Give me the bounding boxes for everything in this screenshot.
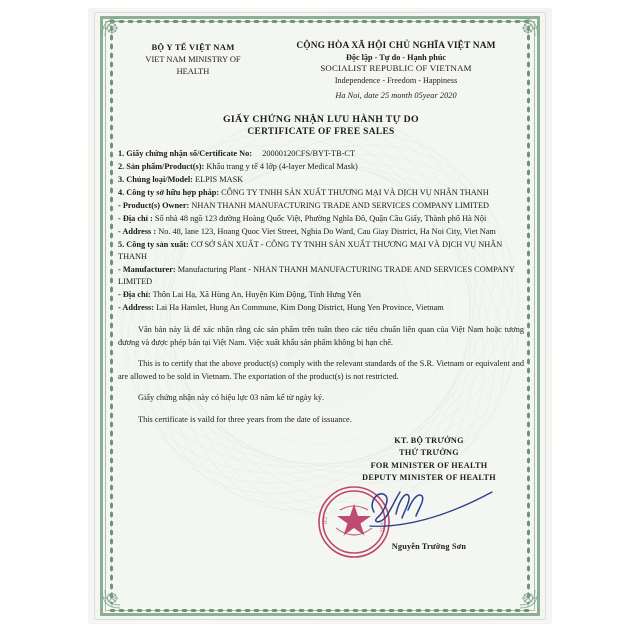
signature-line-4: DEPUTY MINISTER OF HEALTH [362, 472, 496, 482]
field-value: CƠ SỞ SẢN XUẤT - CÔNG TY TNHH SẢN XUẤT THƯƠNG MẠI VÀ DỊCH VỤ NHÂN THANH [118, 240, 503, 262]
paragraph-list [118, 324, 524, 426]
svg-text:BỘ: BỘ [324, 517, 329, 525]
certificate-paragraph: This is to certify that the above product(s) comply with the relevant standards of the S.R. Vietnam or equivalent and are allowed to be sold in Vietnam. The exportation of the product(s) is not restricted. [118, 359, 524, 381]
field-value: Lai Ha Hamlet, Hung An Commune, Kim Dong District, Hung Yen Province, Vietnam [154, 303, 444, 313]
ministry-name-vn: BỘ Y TẾ VIỆT NAM [151, 42, 235, 52]
border-dots-top [108, 19, 532, 24]
signature-area [324, 484, 524, 542]
ministry-name-en-line1: VIET NAM MINISTRY OF [145, 54, 241, 64]
field-list [118, 148, 524, 314]
country-name-en: SOCIALIST REPUBLIC OF VIETNAM [320, 63, 472, 74]
certificate-title-vn: GIẤY CHỨNG NHẬN LƯU HÀNH TỰ DO [222, 114, 420, 126]
field-value: Số nhà 48 ngõ 123 đường Hoàng Quốc Việt, Phường Nghĩa Đô, Quận Cầu Giấy, Thành phố Hà Nội [152, 214, 487, 224]
certificate-field [118, 213, 524, 225]
certificate-field [118, 289, 524, 301]
certificate-field [118, 161, 524, 173]
field-label: 2. Sản phẩm/Product(s): [118, 162, 205, 172]
ministry-name-en-line2: HEALTH [176, 66, 210, 76]
field-label: - Product(s) Owner: [118, 201, 190, 211]
national-motto-vn: Độc lập - Tự do - Hạnh phúc [345, 53, 447, 63]
certificate-field [118, 187, 524, 199]
certificate-paragraph: Giấy chứng nhận này có hiệu lực 03 năm kể từ ngày ký. [138, 393, 325, 403]
country-name-vn: CỘNG HÒA XÃ HỘI CHỦ NGHĨA VIỆT NAM [296, 41, 496, 51]
certificate-field [118, 200, 524, 212]
document-header [118, 30, 524, 100]
certificate-field [118, 302, 524, 314]
issue-date-line: Ha Noi, date 25 month 05year 2020 [335, 91, 457, 101]
field-label: - Address : [118, 227, 157, 237]
certificate-title-en: CERTIFICATE OF FREE SALES [247, 127, 395, 138]
national-motto-en: Independence - Freedom - Happiness [334, 76, 458, 86]
field-label: - Địa chỉ : [118, 214, 153, 224]
border-dots-right [526, 24, 531, 604]
certificate-field [118, 226, 524, 238]
field-value: Manufacturing Plant - NHAN THANH MANUFACTURING TRADE AND SERVICES COMPANY LIMITED [118, 265, 515, 287]
field-value: No. 48, lane 123, Hoang Quoc Viet Street, Nghia Do Ward, Cau Giay District, Ha Noi City, Viet Nam [156, 227, 496, 237]
field-value: Khẩu trang y tế 4 lớp (4-layer Medical Mask) [204, 162, 358, 172]
field-value: Thôn Lai Hạ, Xã Hùng An, Huyện Kim Động, Tỉnh Hưng Yên [150, 290, 361, 300]
field-value: 20000120CFS/BYT-TB-CT [258, 149, 356, 159]
certificate-field [118, 239, 524, 263]
field-label: 5. Công ty sản xuất: [118, 240, 189, 250]
signature-line-1: KT. BỘ TRƯỞNG [394, 436, 464, 446]
field-label: 1. Giấy chứng nhận số/Certificate No: [118, 149, 253, 159]
signature-line-3: FOR MINISTER OF HEALTH [370, 460, 488, 470]
signature-line-2: THỨ TRƯỞNG [399, 448, 459, 458]
field-value: NHAN THANH MANUFACTURING TRADE AND SERVICES COMPANY LIMITED [189, 201, 490, 211]
field-value: ELPIS MASK [192, 175, 244, 185]
certificate-content [118, 30, 524, 605]
border-dots-left [109, 24, 114, 604]
certificate-field [118, 264, 524, 288]
field-label: - Address: [118, 303, 155, 313]
field-value: CÔNG TY TNHH SẢN XUẤT THƯƠNG MẠI VÀ DỊCH VỤ NHÂN THANH [219, 188, 489, 198]
field-label: 4. Công ty sở hữu hợp pháp: [118, 188, 220, 198]
svg-text:Y TẾ: Y TẾ [378, 522, 383, 533]
certificate-paragraph: This certificate is vaild for three years from the date of issuance. [138, 414, 352, 424]
ministry-block [118, 40, 268, 77]
national-heading-block [268, 40, 524, 100]
signer-name: Nguyễn Trường Sơn [391, 542, 467, 552]
field-label: - Địa chỉ: [118, 290, 151, 300]
field-label: - Manufacturer: [118, 265, 176, 275]
title-block [118, 114, 524, 137]
certificate-paragraph: Văn bản này là để xác nhận rằng các sản phẩm trên tuân theo các tiêu chuẩn liên quan của Việt Nam hoặc tương đương và được phép bán tại Việt Nam. Việc xuất khẩu sản phẩm không bị hạn chế. [118, 325, 524, 347]
handwritten-signature-icon [352, 478, 522, 548]
field-label: 3. Chủng loại/Model: [118, 175, 193, 185]
signature-block [324, 435, 524, 552]
certificate-field [118, 174, 524, 186]
certificate-field [118, 148, 524, 160]
border-dots-bottom [108, 608, 532, 613]
